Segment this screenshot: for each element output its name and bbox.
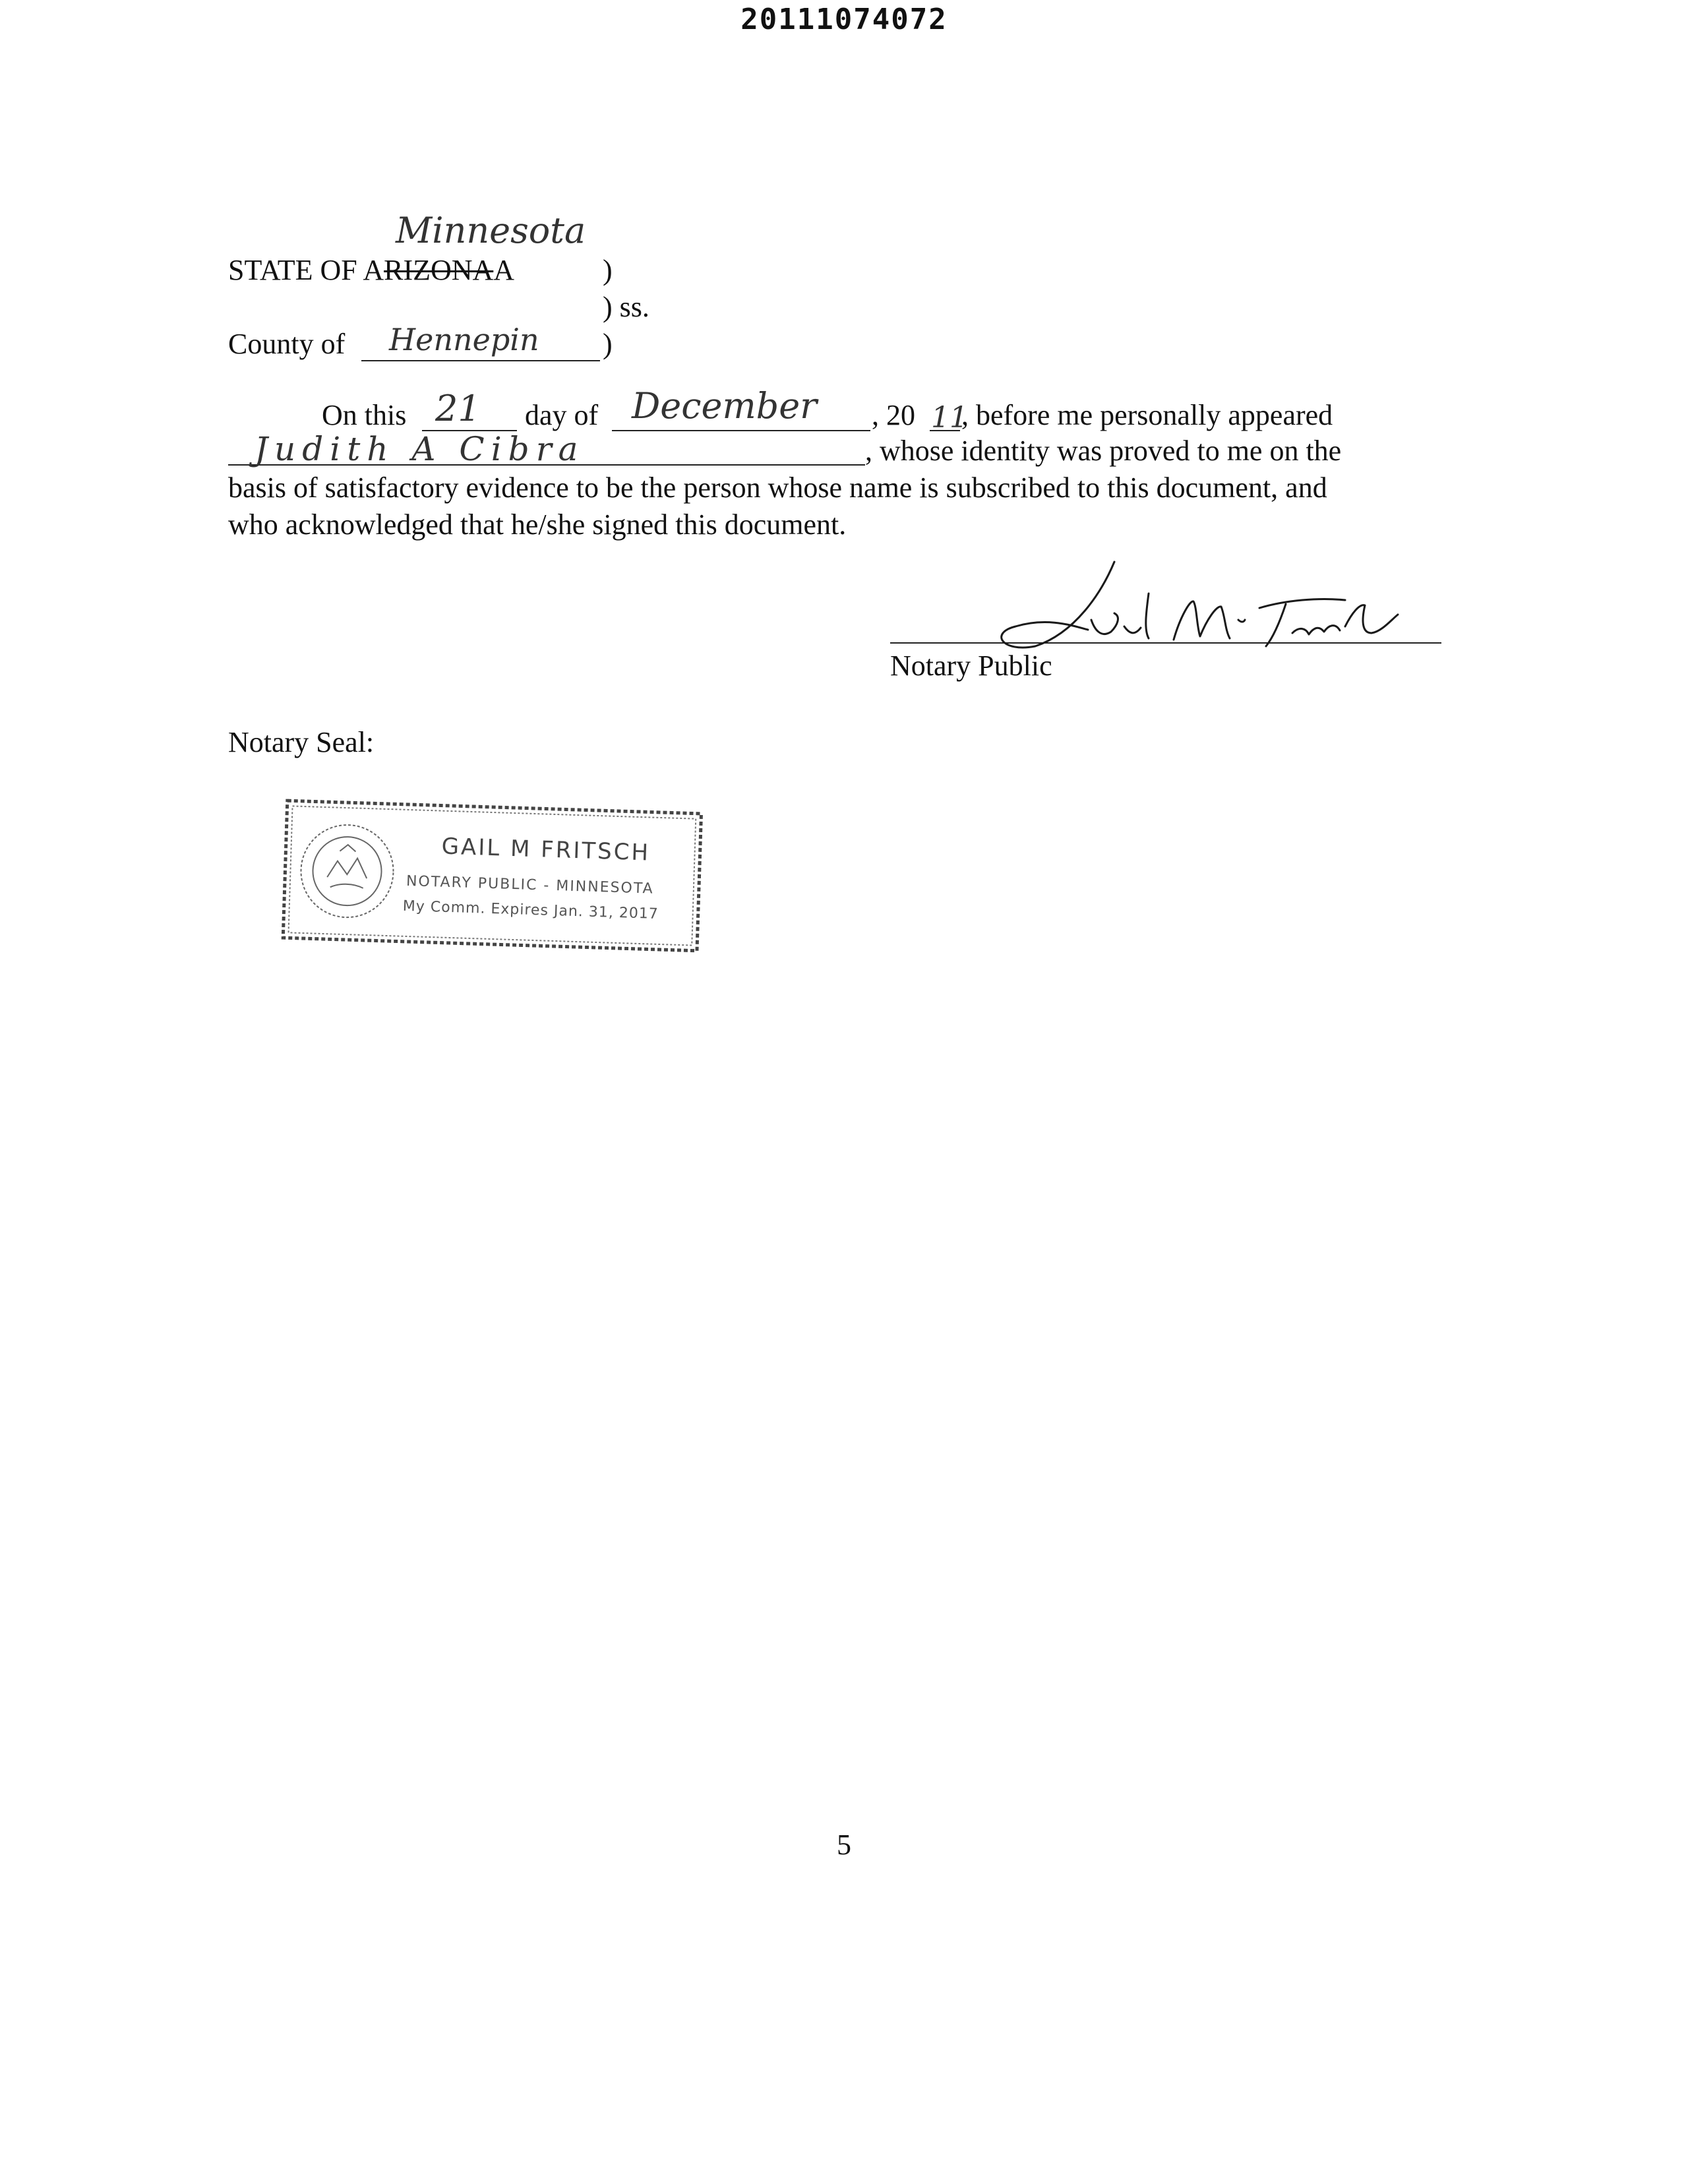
after-name-text: , whose identity was proved to me on the [865,435,1342,467]
venue-paren-3: ) [603,328,613,360]
name-blank [228,430,865,468]
month-handwritten: December [632,385,817,427]
year-blank [930,401,968,435]
venue-paren-1: ) [603,254,613,286]
notary-seal-label: Notary Seal: [228,726,375,758]
day-handwritten: 21 [435,388,481,429]
paragraph-line-4: who acknowledged that he/she signed this document. [228,508,847,541]
state-struck-text: RIZONA [384,254,494,286]
county-label: County of [228,328,346,360]
seal-title: NOTARY PUBLIC - MINNESOTA [406,872,654,897]
notary-public-label: Notary Public [890,650,1052,682]
after-year-text: , before me personally appeared [961,399,1333,431]
state-struck-a: A [363,254,384,286]
month-blank [612,385,870,431]
venue-paren-ss: ) ss. [603,291,649,323]
year-handwritten: 11 [931,401,968,435]
state-prefix: STATE OF [228,254,357,286]
year-prefix: , 20 [872,399,915,431]
state-struck-end: A [493,254,515,286]
state-line [228,253,514,288]
notary-seal-stamp [279,797,706,955]
county-blank [361,322,600,361]
county-handwritten: Hennepin [389,322,539,357]
paragraph-line-3: basis of satisfactory evidence to be the person whose name is subscribed to this document, and [228,471,1327,504]
on-this-label: On this [322,399,407,431]
document-number: 20111074072 [740,3,948,36]
seal-expiration: My Comm. Expires Jan. 31, 2017 [402,897,659,923]
seal-name: GAIL M FRITSCH [441,833,651,866]
notary-signature [976,554,1451,659]
day-of-label: day of [525,399,599,431]
appearer-name-handwritten: Judith A Cibra [255,430,585,468]
state-handwritten: Minnesota [396,210,586,251]
day-blank [422,388,517,431]
page-number: 5 [837,1829,851,1861]
